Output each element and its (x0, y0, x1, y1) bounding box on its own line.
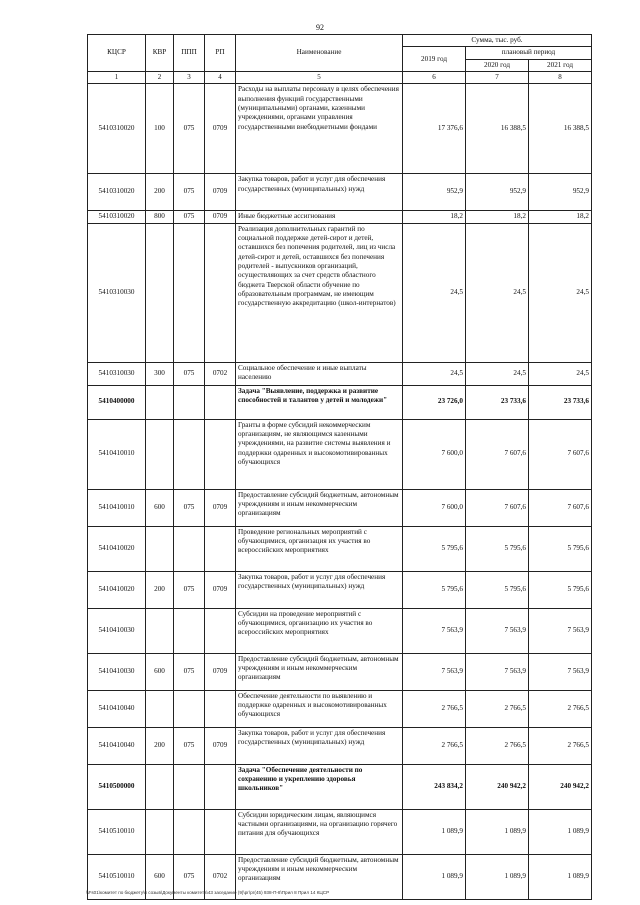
column-index: 6 (403, 72, 466, 84)
amount-2019-cell: 1 089,9 (403, 809, 466, 854)
kcsr-cell: 5410310030 (88, 223, 146, 362)
rp-cell (205, 764, 236, 809)
header-2020: 2020 год (466, 59, 529, 71)
column-index: 8 (529, 72, 592, 84)
budget-table (87, 34, 592, 900)
rp-cell: 0709 (205, 727, 236, 764)
amount-2021-cell: 952,9 (529, 174, 592, 211)
rp-cell (205, 223, 236, 362)
ppp-cell (174, 690, 205, 727)
rp-cell (205, 690, 236, 727)
name-cell: Гранты в форме субсидий некоммерческим организациям, не являющимся казенными учреждениями, на развитие системы выявления и поддержки одаренных и высокомотивированных обучающихся (236, 419, 403, 489)
column-index: 2 (146, 72, 174, 84)
kvr-cell (146, 419, 174, 489)
kcsr-cell: 5410310020 (88, 84, 146, 174)
kvr-cell (146, 526, 174, 571)
ppp-cell (174, 809, 205, 854)
amount-2021-cell: 23 733,6 (529, 385, 592, 419)
amount-2020-cell: 7 563,9 (466, 608, 529, 653)
amount-2019-cell: 7 563,9 (403, 608, 466, 653)
column-index: 5 (236, 72, 403, 84)
name-cell: Задача "Выявление, поддержка и развитие способностей и талантов у детей и молодежи" (236, 385, 403, 419)
table-row (88, 84, 592, 174)
name-cell: Социальное обеспечение и иные выплаты населению (236, 362, 403, 385)
ppp-cell (174, 385, 205, 419)
kvr-cell: 600 (146, 854, 174, 899)
column-index: 4 (205, 72, 236, 84)
rp-cell: 0709 (205, 571, 236, 608)
budget-table-body (88, 84, 592, 899)
amount-2021-cell: 2 766,5 (529, 727, 592, 764)
name-cell: Проведение региональных мероприятий с обучающимися, организация их участия во всероссийских мероприятиях (236, 526, 403, 571)
rp-cell: 0709 (205, 653, 236, 690)
ppp-cell (174, 223, 205, 362)
amount-2021-cell: 24,5 (529, 223, 592, 362)
amount-2020-cell: 24,5 (466, 362, 529, 385)
name-cell: Расходы на выплаты персоналу в целях обеспечения выполнения функций государственными (муниципальными) органами, казенными учреждениями, органами управления государственными внебюджетными фондами (236, 84, 403, 174)
rp-cell (205, 385, 236, 419)
kvr-cell: 200 (146, 174, 174, 211)
file-path-footer: \\Fs01\комитет по бюджету\6 созыв\Документы комитета\43 заседание (9)\рг\рг(45) 938-П-8\Прил 8 Прил 14 КЦСР (86, 890, 330, 895)
amount-2021-cell: 1 089,9 (529, 809, 592, 854)
amount-2019-cell: 2 766,5 (403, 727, 466, 764)
amount-2021-cell: 24,5 (529, 362, 592, 385)
ppp-cell (174, 764, 205, 809)
column-index: 3 (174, 72, 205, 84)
header-2021: 2021 год (529, 59, 592, 71)
ppp-cell (174, 419, 205, 489)
kcsr-cell: 5410410020 (88, 526, 146, 571)
kcsr-cell: 5410510010 (88, 809, 146, 854)
ppp-cell (174, 526, 205, 571)
table-row (88, 211, 592, 223)
ppp-cell: 075 (174, 362, 205, 385)
amount-2019-cell: 7 563,9 (403, 653, 466, 690)
kvr-cell: 300 (146, 362, 174, 385)
rp-cell (205, 809, 236, 854)
kvr-cell (146, 809, 174, 854)
table-row (88, 385, 592, 419)
table-row (88, 690, 592, 727)
amount-2021-cell: 7 607,6 (529, 489, 592, 526)
table-row (88, 809, 592, 854)
amount-2019-cell: 18,2 (403, 211, 466, 223)
ppp-cell: 075 (174, 854, 205, 899)
amount-2019-cell: 5 795,6 (403, 526, 466, 571)
name-cell: Иные бюджетные ассигнования (236, 211, 403, 223)
kcsr-cell: 5410410040 (88, 690, 146, 727)
amount-2019-cell: 1 089,9 (403, 854, 466, 899)
amount-2020-cell: 18,2 (466, 211, 529, 223)
column-index-row (88, 72, 592, 84)
amount-2020-cell: 240 942,2 (466, 764, 529, 809)
kcsr-cell: 5410310030 (88, 362, 146, 385)
rp-cell (205, 608, 236, 653)
rp-cell: 0709 (205, 84, 236, 174)
rp-cell: 0702 (205, 362, 236, 385)
table-row (88, 223, 592, 362)
amount-2021-cell: 16 388,5 (529, 84, 592, 174)
header-2019: 2019 год (403, 47, 466, 72)
amount-2020-cell: 1 089,9 (466, 809, 529, 854)
amount-2020-cell: 16 388,5 (466, 84, 529, 174)
kvr-cell: 600 (146, 653, 174, 690)
amount-2019-cell: 952,9 (403, 174, 466, 211)
ppp-cell (174, 608, 205, 653)
amount-2019-cell: 24,5 (403, 223, 466, 362)
amount-2019-cell: 17 376,6 (403, 84, 466, 174)
kcsr-cell: 5410410010 (88, 419, 146, 489)
name-cell: Предоставление субсидий бюджетным, автономным учреждениям и иным некоммерческим организациям (236, 854, 403, 899)
kvr-cell (146, 608, 174, 653)
amount-2019-cell: 24,5 (403, 362, 466, 385)
amount-2021-cell: 18,2 (529, 211, 592, 223)
kvr-cell: 800 (146, 211, 174, 223)
amount-2020-cell: 7 607,6 (466, 489, 529, 526)
table-row (88, 489, 592, 526)
table-row (88, 571, 592, 608)
amount-2020-cell: 952,9 (466, 174, 529, 211)
name-cell: Закупка товаров, работ и услуг для обеспечения государственных (муниципальных) нужд (236, 571, 403, 608)
table-row (88, 653, 592, 690)
kcsr-cell: 5410410030 (88, 653, 146, 690)
amount-2019-cell: 7 600,0 (403, 419, 466, 489)
column-index: 1 (88, 72, 146, 84)
kvr-cell: 200 (146, 571, 174, 608)
amount-2019-cell: 2 766,5 (403, 690, 466, 727)
name-cell: Закупка товаров, работ и услуг для обеспечения государственных (муниципальных) нужд (236, 727, 403, 764)
amount-2021-cell: 1 089,9 (529, 854, 592, 899)
kvr-cell: 600 (146, 489, 174, 526)
header-planned-period: плановый период (466, 47, 592, 59)
amount-2021-cell: 2 766,5 (529, 690, 592, 727)
table-row (88, 419, 592, 489)
kcsr-cell: 5410400000 (88, 385, 146, 419)
amount-2019-cell: 5 795,6 (403, 571, 466, 608)
ppp-cell: 075 (174, 653, 205, 690)
amount-2021-cell: 7 607,6 (529, 419, 592, 489)
page-number: 92 (316, 23, 324, 32)
kvr-cell (146, 764, 174, 809)
ppp-cell: 075 (174, 211, 205, 223)
kcsr-cell: 5410500000 (88, 764, 146, 809)
ppp-cell: 075 (174, 174, 205, 211)
amount-2021-cell: 5 795,6 (529, 526, 592, 571)
header-kcsr: КЦСР (88, 35, 146, 72)
amount-2020-cell: 5 795,6 (466, 526, 529, 571)
name-cell: Предоставление субсидий бюджетным, автономным учреждениям и иным некоммерческим организациям (236, 489, 403, 526)
kvr-cell (146, 223, 174, 362)
header-rp: РП (205, 35, 236, 72)
kcsr-cell: 5410410010 (88, 489, 146, 526)
header-name: Наименование (236, 35, 403, 72)
rp-cell (205, 526, 236, 571)
table-row (88, 764, 592, 809)
rp-cell (205, 419, 236, 489)
table-row (88, 727, 592, 764)
ppp-cell: 075 (174, 489, 205, 526)
header-ppp: ППП (174, 35, 205, 72)
amount-2021-cell: 7 563,9 (529, 653, 592, 690)
ppp-cell: 075 (174, 727, 205, 764)
kcsr-cell: 5410510010 (88, 854, 146, 899)
amount-2021-cell: 240 942,2 (529, 764, 592, 809)
name-cell: Субсидии на проведение мероприятий с обучающимися, организацию их участия во всероссийских мероприятиях (236, 608, 403, 653)
name-cell: Субсидии юридическим лицам, являющимся частными организациями, на организацию горячего питания для обучающихся (236, 809, 403, 854)
kcsr-cell: 5410410030 (88, 608, 146, 653)
amount-2020-cell: 7 607,6 (466, 419, 529, 489)
rp-cell: 0709 (205, 211, 236, 223)
table-row (88, 362, 592, 385)
kvr-cell: 200 (146, 727, 174, 764)
amount-2019-cell: 23 726,0 (403, 385, 466, 419)
kvr-cell (146, 690, 174, 727)
kcsr-cell: 5410410040 (88, 727, 146, 764)
amount-2019-cell: 7 600,0 (403, 489, 466, 526)
header-kvr: КВР (146, 35, 174, 72)
name-cell: Предоставление субсидий бюджетным, автономным учреждениям и иным некоммерческим организациям (236, 653, 403, 690)
kvr-cell: 100 (146, 84, 174, 174)
amount-2021-cell: 5 795,6 (529, 571, 592, 608)
name-cell: Задача "Обеспечение деятельности по сохранению и укреплению здоровья школьников" (236, 764, 403, 809)
amount-2020-cell: 5 795,6 (466, 571, 529, 608)
kcsr-cell: 5410410020 (88, 571, 146, 608)
kcsr-cell: 5410310020 (88, 211, 146, 223)
amount-2019-cell: 243 834,2 (403, 764, 466, 809)
amount-2020-cell: 24,5 (466, 223, 529, 362)
table-row (88, 608, 592, 653)
table-row (88, 174, 592, 211)
column-index: 7 (466, 72, 529, 84)
amount-2020-cell: 1 089,9 (466, 854, 529, 899)
name-cell: Закупка товаров, работ и услуг для обеспечения государственных (муниципальных) нужд (236, 174, 403, 211)
name-cell: Реализация дополнительных гарантий по социальной поддержке детей-сирот и детей, оставшихся без попечения родителей, лиц из числа детей-сирот и детей, оставшихся без попечения родителей - выпускников организаций, осуществляющих за счет средств областного бюджета Тверской области обучение по образовательным программам, не имеющим государственную аккредитацию (школ-интернатов) (236, 223, 403, 362)
rp-cell: 0709 (205, 489, 236, 526)
name-cell: Обеспечение деятельности по выявлению и поддержке одаренных и высокомотивированных обучающихся (236, 690, 403, 727)
ppp-cell: 075 (174, 571, 205, 608)
kvr-cell (146, 385, 174, 419)
table-row (88, 526, 592, 571)
amount-2021-cell: 7 563,9 (529, 608, 592, 653)
header-sum: Сумма, тыс. руб. (403, 35, 592, 47)
ppp-cell: 075 (174, 84, 205, 174)
rp-cell: 0709 (205, 174, 236, 211)
amount-2020-cell: 2 766,5 (466, 727, 529, 764)
rp-cell: 0702 (205, 854, 236, 899)
amount-2020-cell: 7 563,9 (466, 653, 529, 690)
amount-2020-cell: 2 766,5 (466, 690, 529, 727)
amount-2020-cell: 23 733,6 (466, 385, 529, 419)
kcsr-cell: 5410310020 (88, 174, 146, 211)
